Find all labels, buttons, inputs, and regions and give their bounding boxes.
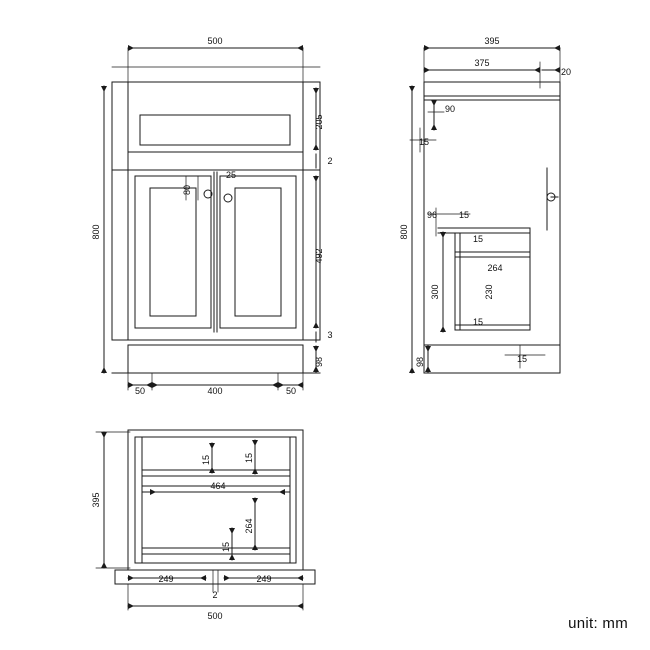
- dim-side-open-300: 300: [430, 284, 440, 300]
- dim-front-gap-2: 3: [327, 330, 333, 340]
- dim-side-depth-body: 375: [474, 58, 490, 68]
- dim-top-249a: 249: [158, 574, 174, 584]
- unit-note: unit: mm: [568, 615, 628, 632]
- dim-top-15b: 15: [244, 452, 254, 464]
- dim-top-depth-395: 395: [91, 492, 101, 508]
- front-view: [101, 45, 320, 390]
- dim-front-plinth-height: 98: [314, 356, 324, 368]
- dim-side-inner-15: 15: [472, 317, 484, 327]
- dim-front-height-left: 800: [91, 224, 101, 240]
- dim-top-inner-464: 464: [210, 481, 226, 491]
- dim-front-handle-offset: 25: [225, 170, 237, 180]
- dim-front-base-middle: 400: [207, 386, 223, 396]
- dim-side-height-800: 800: [399, 224, 409, 240]
- dim-side-depth-overhang: 20: [560, 67, 572, 77]
- dim-side-plinth-98: 98: [415, 356, 425, 368]
- dim-top-width-500: 500: [207, 611, 223, 621]
- dim-top-2: 2: [212, 590, 218, 600]
- dim-side-plinth-15: 15: [516, 354, 528, 364]
- dim-top-249b: 249: [256, 574, 272, 584]
- dim-front-base-right: 50: [285, 386, 297, 396]
- dim-front-gap-1: 2: [327, 156, 333, 166]
- dim-front-drawer-height: 205: [314, 114, 324, 130]
- dim-side-shelf-15a: 15: [458, 210, 470, 220]
- dim-side-top-90: 90: [444, 104, 456, 114]
- dim-side-shelf-15b: 15: [472, 234, 484, 244]
- dim-top-15a: 15: [201, 454, 211, 466]
- side-view: [409, 45, 560, 373]
- dim-front-base-left: 50: [134, 386, 146, 396]
- dim-side-inner-230: 230: [484, 284, 494, 300]
- dim-front-width-top: 500: [207, 36, 223, 46]
- dim-side-depth-total: 395: [484, 36, 500, 46]
- dim-side-top-15: 15: [418, 137, 430, 147]
- dim-top-15c: 15: [221, 541, 231, 553]
- dim-side-shelf-96: 96: [426, 210, 438, 220]
- dim-front-door-height: 492: [314, 248, 324, 264]
- dim-top-264: 264: [244, 518, 254, 534]
- dim-side-drawer-264: 264: [487, 263, 503, 273]
- dim-front-handle-height: 80: [182, 184, 192, 196]
